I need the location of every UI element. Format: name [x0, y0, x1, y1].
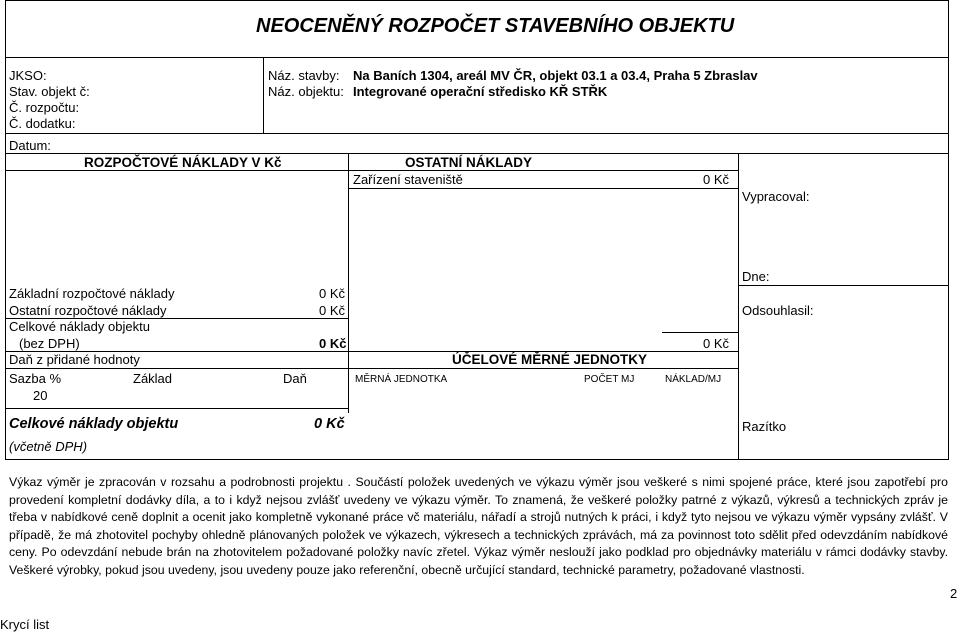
divider	[5, 57, 949, 58]
celkove-value: 0 Kč	[319, 336, 347, 351]
zakladni-value: 0 Kč	[319, 286, 346, 301]
sazba-value: 20	[33, 388, 48, 403]
ostatni-label: Ostatní rozpočtové náklady	[9, 303, 167, 318]
jkso-label: JKSO:	[9, 68, 47, 83]
naz-stavby-value: Na Baních 1304, areál MV ČR, objekt 03.1 a 03.4, Praha 5 Zbraslav	[353, 68, 758, 83]
naz-stavby-label: Náz. stavby:	[268, 68, 340, 83]
divider	[738, 285, 949, 286]
zarizeni-value: 0 Kč	[703, 172, 730, 187]
ostatni-total-value: 0 Kč	[703, 336, 730, 351]
divider	[5, 170, 738, 171]
celkove-label-1: Celkové náklady objektu	[9, 319, 150, 334]
col-naklad: NÁKLAD/MJ	[665, 374, 722, 385]
col-mj: MĚRNÁ JEDNOTKA	[355, 374, 448, 385]
odsouhlasil-label: Odsouhlasil:	[742, 303, 814, 318]
page-title: NEOCENĚNÝ ROZPOČET STAVEBNÍHO OBJEKTU	[256, 15, 735, 37]
stav-objekt-label: Stav. objekt č:	[9, 84, 90, 99]
zarizeni-label: Zařízení staveniště	[353, 172, 463, 187]
units-heading: ÚČELOVÉ MĚRNÉ JEDNOTKY	[452, 352, 648, 367]
divider	[5, 368, 738, 369]
divider	[348, 188, 738, 189]
rozpoctu-label: Č. rozpočtu:	[9, 100, 80, 115]
zaklad-label: Základ	[133, 371, 173, 386]
vypracoval-label: Vypracoval:	[742, 189, 810, 204]
naz-objektu-label: Náz. objektu:	[268, 84, 344, 99]
final-label-1: Celkové náklady objektu	[9, 416, 179, 432]
razitko-label: Razítko	[742, 419, 787, 434]
dph-label: Daň z přidané hodnoty	[9, 352, 140, 367]
sheet-tab-kryci-list[interactable]: Krycí list	[0, 617, 50, 632]
divider	[5, 408, 348, 409]
ostatni-value: 0 Kč	[319, 303, 346, 318]
dan-label: Daň	[283, 371, 307, 386]
col-pocet: POČET MJ	[584, 374, 635, 385]
page-number: 2	[950, 586, 958, 601]
celkove-label-2: (bez DPH)	[19, 336, 80, 351]
final-value: 0 Kč	[314, 416, 345, 432]
datum-label: Datum:	[9, 138, 51, 153]
rozpoctove-heading: ROZPOČTOVÉ NÁKLADY V Kč	[84, 155, 282, 170]
dne-label: Dne:	[742, 269, 770, 284]
divider	[738, 153, 739, 460]
zakladni-label: Základní rozpočtové náklady	[9, 286, 175, 301]
dodatku-label: Č. dodatku:	[9, 116, 76, 131]
ostatni-heading: OSTATNÍ NÁKLADY	[405, 155, 532, 170]
naz-objektu-value: Integrované operační středisko KŘ STŘK	[353, 84, 608, 99]
divider	[263, 57, 264, 133]
divider	[5, 153, 949, 154]
divider	[5, 133, 949, 134]
divider	[348, 153, 349, 413]
disclaimer-paragraph: Výkaz výměr je zpracován v rozsahu a podrobnosti projektu . Součástí položek uvedených ve výkazu výměr jsou veškeré s nimi spojené práce, které jsou zapotřebí pro provedení kompletní dodávky díla, a to i když nejsou zvlášť uvedeny ve výkazu výměr. To znamená, že veškeré položky patrné z výkazů, výkresů a technických zpráv je třeba v nabídkové ceně doplnit a ocenit jako kompletně vykonané práce vč materiálu, nářadí a strojů nutných k práci, i když tyto nejsou ve výkazu výměr vypsány zvlášť. V případě, že má zhotovitel pochyby ohledně plánovaných položek ve výkazech, výkresech a technických zprávách, má za povinnost toto sdělit před odevzdáním nabídkové ceny. Po odevzdání nebude brán na zhotovitelem požadované položky navíc zřetel. Výkaz výměr neslouží jako podklad pro objednávky materiálu v rámci dodávky stavby. Veškeré výrobky, pokud jsou uvedeny, jsou uvedeny pouze jako referenční, obecně určující standard, technické parametry, požadované vlastnosti.	[9, 475, 948, 577]
sazba-label: Sazba %	[9, 371, 62, 386]
final-label-2: (včetně DPH)	[9, 439, 88, 454]
divider	[662, 332, 738, 333]
